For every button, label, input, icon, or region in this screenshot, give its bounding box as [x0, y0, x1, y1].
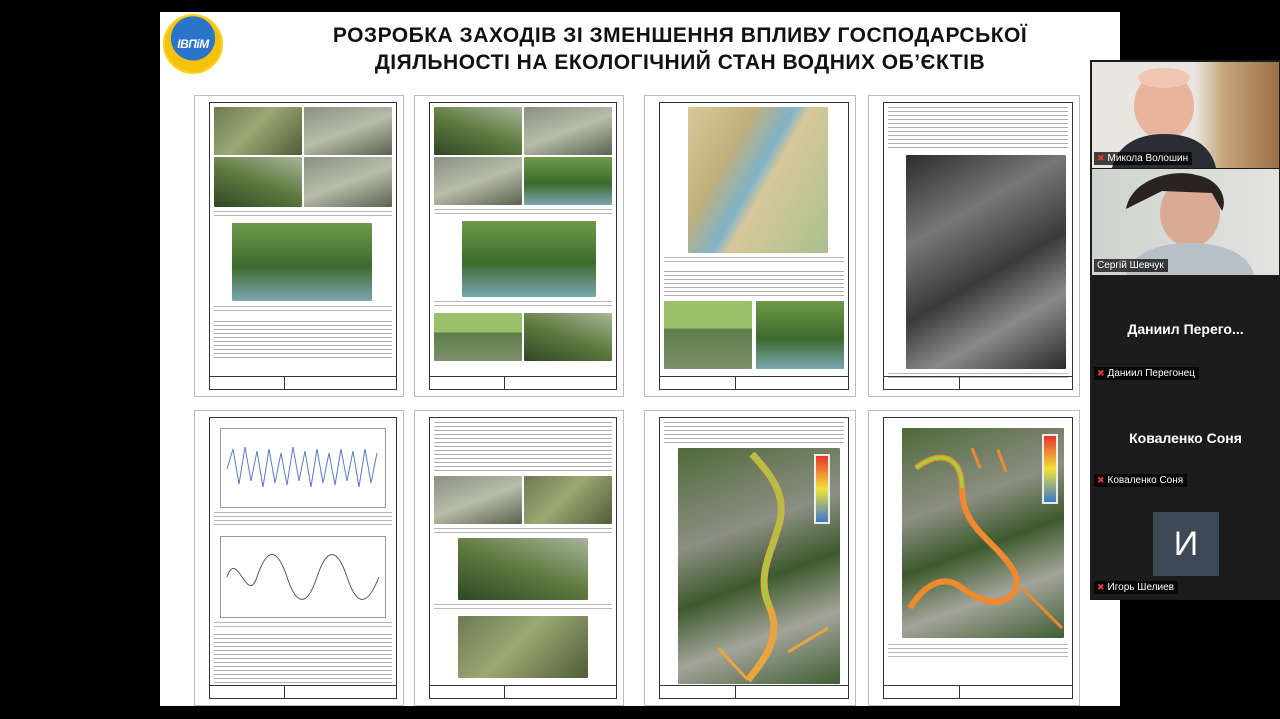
page-frame: [209, 102, 397, 390]
top-bar: [0, 0, 1280, 11]
participant-display-name: Даниил Перего...: [1127, 321, 1244, 337]
chart-line: [221, 537, 385, 617]
caption: [214, 622, 392, 630]
temperature-chart: [220, 536, 386, 618]
participant-tile-3[interactable]: [1092, 277, 1279, 383]
title-block: [210, 685, 396, 698]
slide-title-line1: РОЗРОБКА ЗАХОДІВ ЗІ ЗМЕНШЕННЯ ВПЛИВУ ГОСПОДАРСЬКОЇ: [332, 24, 1028, 47]
photo: [458, 538, 588, 600]
text-block: [434, 422, 612, 472]
logo-text: ІВПіМ: [177, 37, 209, 51]
avatar-letter: И: [1173, 524, 1199, 563]
photo: [214, 157, 302, 207]
text-block: [214, 634, 392, 684]
mic-off-icon: ✖: [1097, 153, 1105, 163]
caption: [888, 644, 1068, 658]
report-page-3: [644, 95, 856, 397]
participant-name: Игорь Шелиев: [1107, 582, 1174, 593]
photo: [232, 223, 372, 301]
photo: [458, 616, 588, 678]
caption: [214, 211, 392, 219]
report-page-1: [194, 95, 404, 397]
river-channel-overlay: [902, 428, 1064, 638]
report-page-4: [868, 95, 1080, 397]
caption: [434, 301, 612, 309]
report-page-8: [868, 410, 1080, 706]
title-block: [430, 685, 616, 698]
title-block: [660, 376, 848, 389]
participant-nameplate: [1094, 259, 1168, 272]
photo: [756, 301, 844, 369]
participant-nameplate: [1094, 581, 1178, 594]
page-frame: [429, 417, 617, 699]
text-block: [664, 422, 844, 444]
title-block: [430, 376, 616, 389]
chart-line: [221, 429, 385, 507]
title-block: [660, 685, 848, 698]
text-block: [664, 271, 844, 297]
participant-nameplate: [1094, 474, 1187, 487]
text-block: [214, 321, 392, 361]
photo: [434, 157, 522, 205]
report-page-7: [644, 410, 856, 706]
title-block: [884, 685, 1072, 698]
caption: [434, 209, 612, 217]
photo: [664, 301, 752, 369]
participant-name: Сергій Шевчук: [1097, 260, 1164, 271]
caption: [664, 257, 844, 265]
aerial-photo: [906, 155, 1066, 369]
participant-tile-2[interactable]: [1092, 169, 1279, 275]
photo: [304, 107, 392, 155]
report-page-6: [414, 410, 624, 706]
participant-tile-1[interactable]: [1092, 62, 1279, 168]
photo: [434, 313, 522, 361]
page-frame: [883, 102, 1073, 390]
text-block: [888, 107, 1068, 151]
participant-nameplate: [1094, 152, 1192, 165]
water-level-chart: [220, 428, 386, 508]
participant-nameplate: [1094, 367, 1199, 380]
participant-avatar: [1153, 512, 1219, 576]
satellite-map: [902, 428, 1064, 638]
river-channel-overlay: [678, 448, 840, 684]
photo: [524, 313, 612, 361]
institute-logo: [163, 14, 223, 74]
caption: [214, 512, 392, 526]
photo: [462, 221, 596, 297]
participant-name: Коваленко Соня: [1107, 475, 1184, 486]
satellite-map: [678, 448, 840, 684]
page-frame: [883, 417, 1073, 699]
slide-title: [250, 22, 1110, 76]
report-page-2: [414, 95, 624, 397]
participant-name: Даниил Перегонец: [1107, 368, 1195, 379]
caption: [214, 306, 392, 314]
report-page-5: [194, 410, 404, 706]
historical-map: [688, 107, 828, 253]
photo: [434, 107, 522, 155]
caption: [434, 604, 612, 612]
participant-name: Микола Волошин: [1107, 153, 1189, 164]
shared-screen-slide: [160, 12, 1120, 706]
caption: [434, 528, 612, 536]
slide-title-line2: ДІЯЛЬНОСТІ НА ЕКОЛОГІЧНИЙ СТАН ВОДНИХ ОБ’ЄКТІВ: [374, 51, 986, 74]
page-frame: [659, 102, 849, 390]
page-frame: [429, 102, 617, 390]
photo: [434, 476, 522, 524]
photo: [524, 476, 612, 524]
photo: [524, 157, 612, 205]
participant-tile-4[interactable]: [1092, 384, 1279, 490]
title-block: [884, 376, 1072, 389]
photo: [524, 107, 612, 155]
mic-off-icon: ✖: [1097, 368, 1105, 378]
page-frame: [209, 417, 397, 699]
title-block: [210, 376, 396, 389]
photo: [214, 107, 302, 155]
page-frame: [659, 417, 849, 699]
mic-off-icon: ✖: [1097, 475, 1105, 485]
participant-display-name: Коваленко Соня: [1129, 430, 1242, 446]
mic-off-icon: ✖: [1097, 582, 1105, 592]
photo: [304, 157, 392, 207]
